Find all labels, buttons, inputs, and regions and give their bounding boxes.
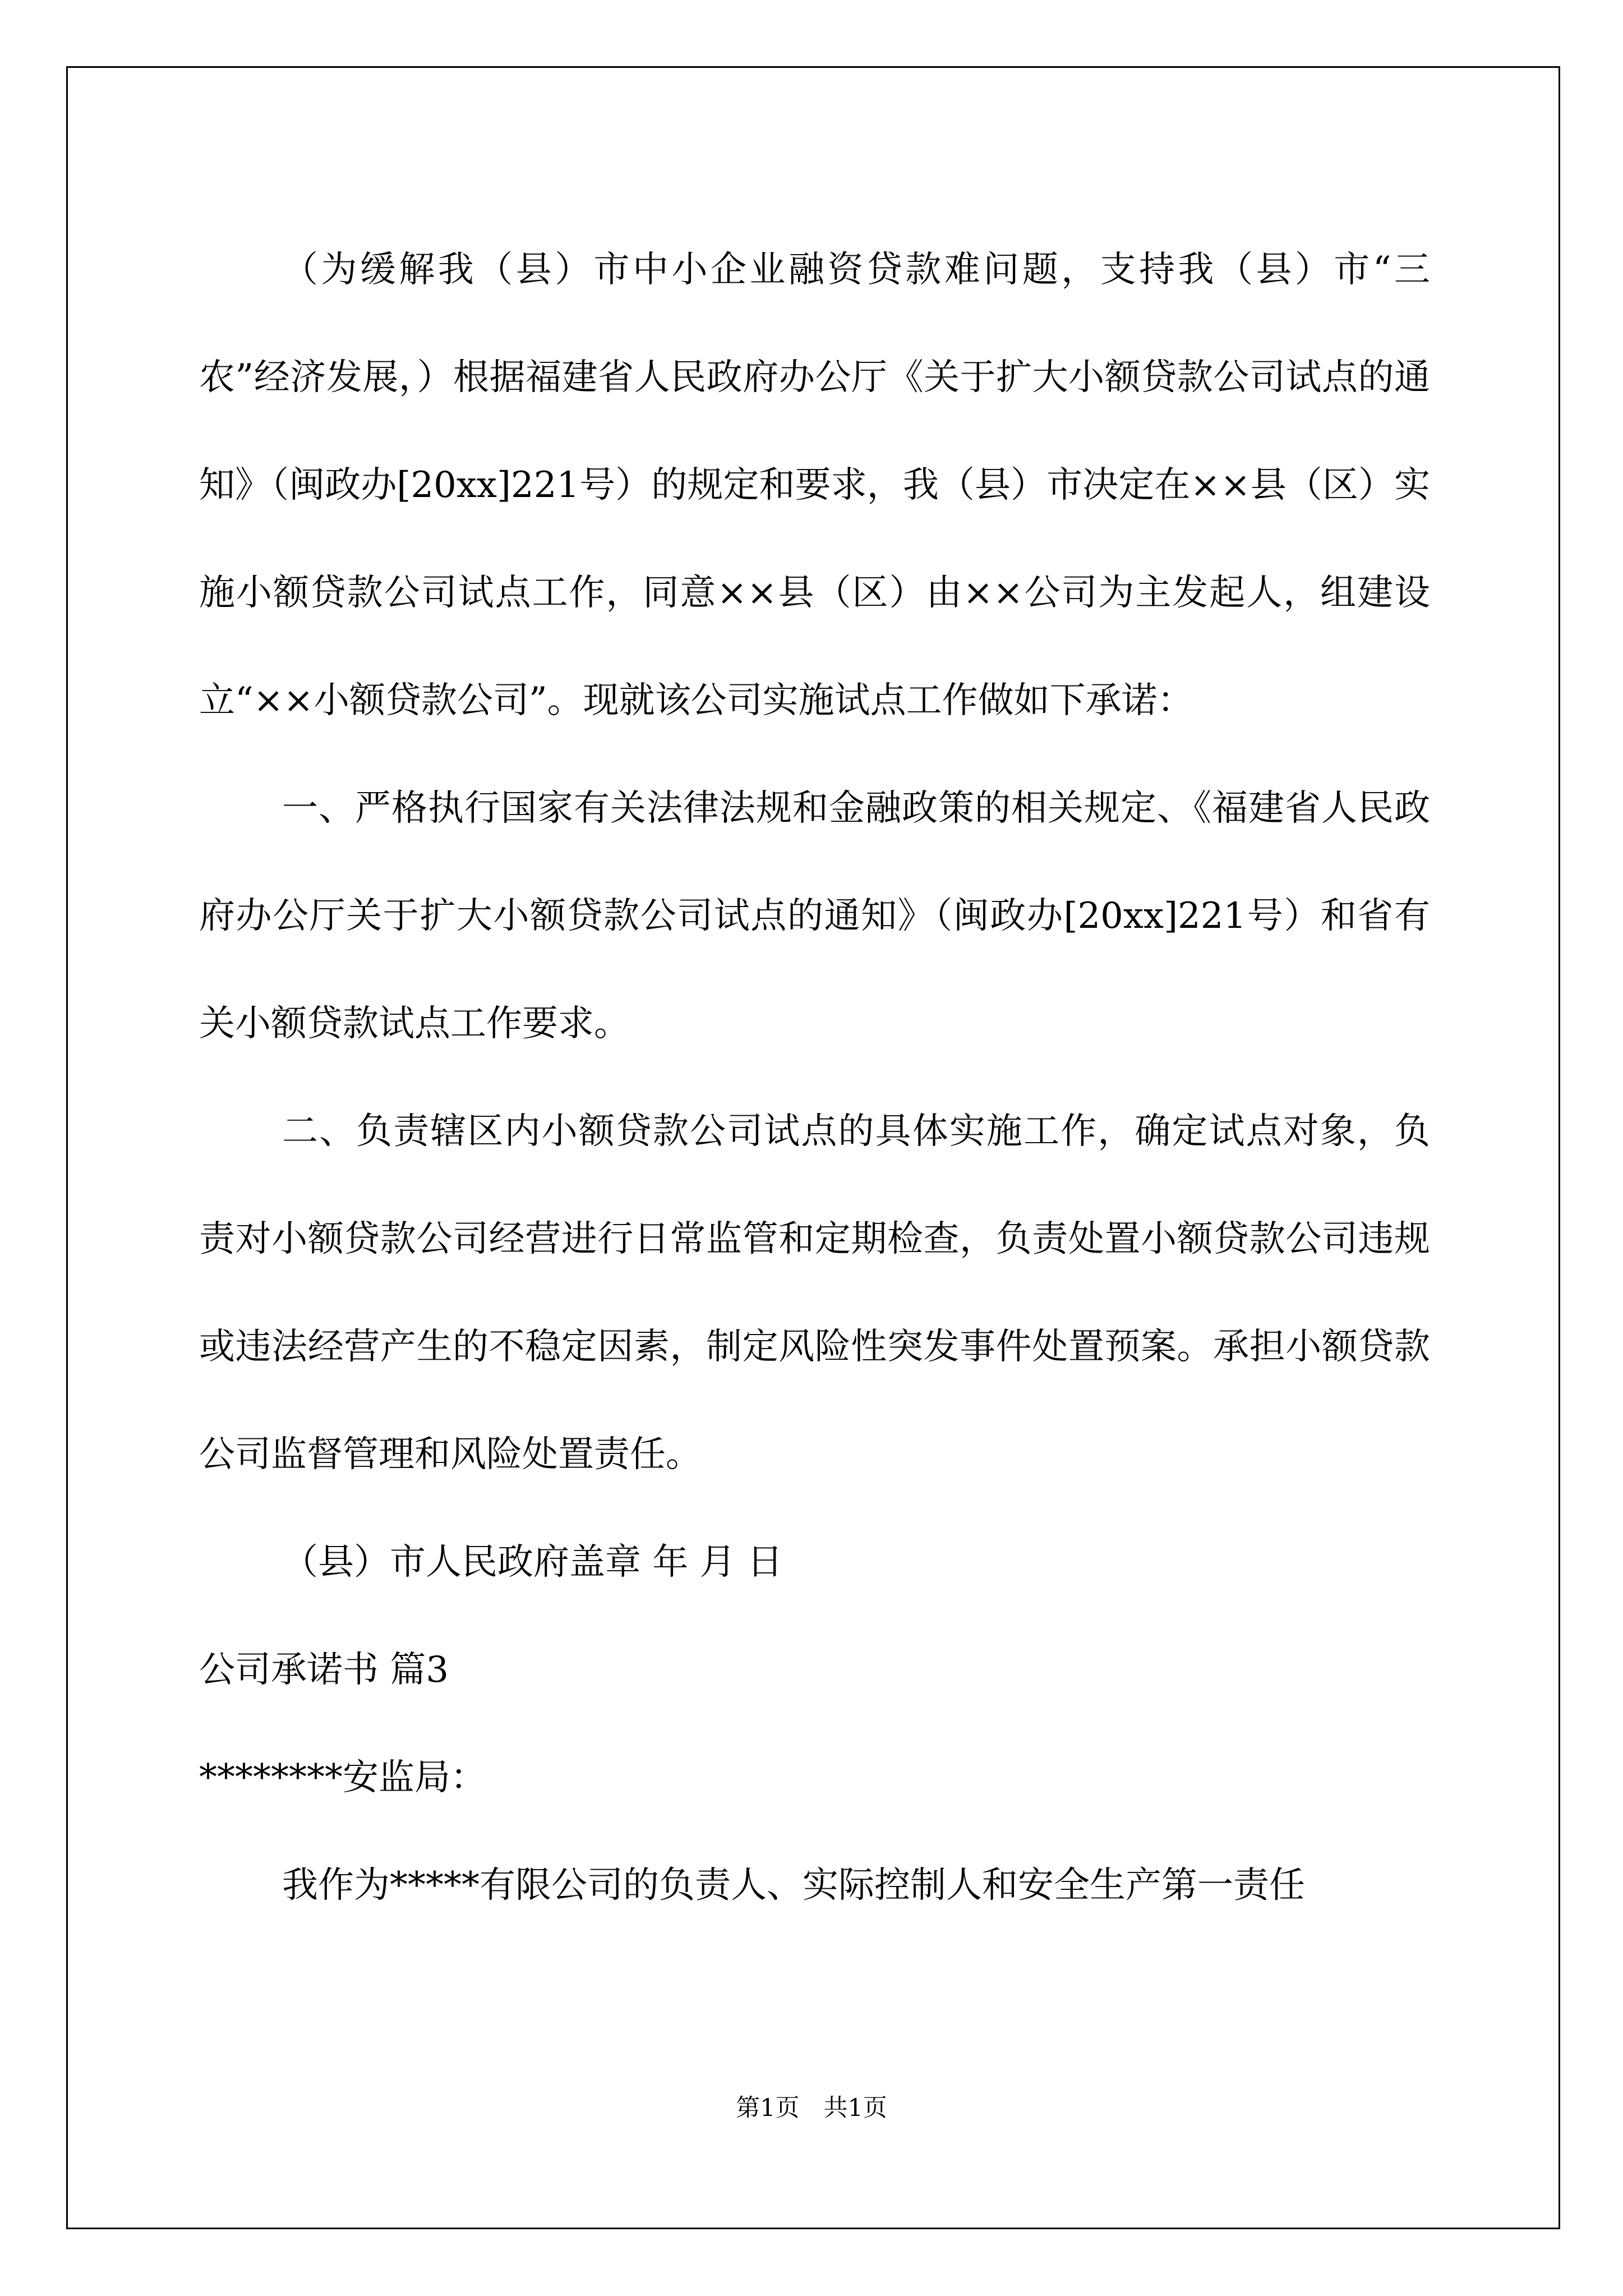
- addressee-line: ********安监局：: [199, 1757, 486, 1798]
- section-heading: 公司承诺书 篇3: [199, 1649, 449, 1691]
- paragraph-intro: （为缓解我（县）市中小企业融资贷款难问题，支持我（县）市“三农”经济发展，）根据福建省人民政府办公厅《关于扩大小额贷款公司试点的通知》（闽政办[20xx]221号）的规定和要求，我（县）市决定在××县（区）实施小额贷款公司试点工作，同意××县（区）由××公司为主发起人，组建设立“××小额贷款公司”。现就该公司实施试点工作做如下承诺：: [199, 249, 1430, 721]
- signature-line: （县）市人民政府盖章 年 月 日: [282, 1542, 783, 1583]
- page-footer: 第1页 共1页: [736, 2094, 887, 2122]
- paragraph-commitment: 我作为*****有限公司的负责人、实际控制人和安全生产第一责任: [282, 1865, 1305, 1906]
- paragraph-item-1: 一、严格执行国家有关法律法规和金融政策的相关规定、《福建省人民政府办公厅关于扩大小额贷款公司试点的通知》（闽政办[20xx]221号）和省有关小额贷款试点工作要求。: [199, 788, 1430, 1045]
- paragraph-item-2: 二、负责辖区内小额贷款公司试点的具体实施工作，确定试点对象，负责对小额贷款公司经营进行日常监管和定期检查，负责处置小额贷款公司违规或违法经营产生的不稳定因素，制定风险性突发事件处置预案。承担小额贷款公司监督管理和风险处置责任。: [199, 1111, 1430, 1475]
- document-body: [199, 216, 1430, 1939]
